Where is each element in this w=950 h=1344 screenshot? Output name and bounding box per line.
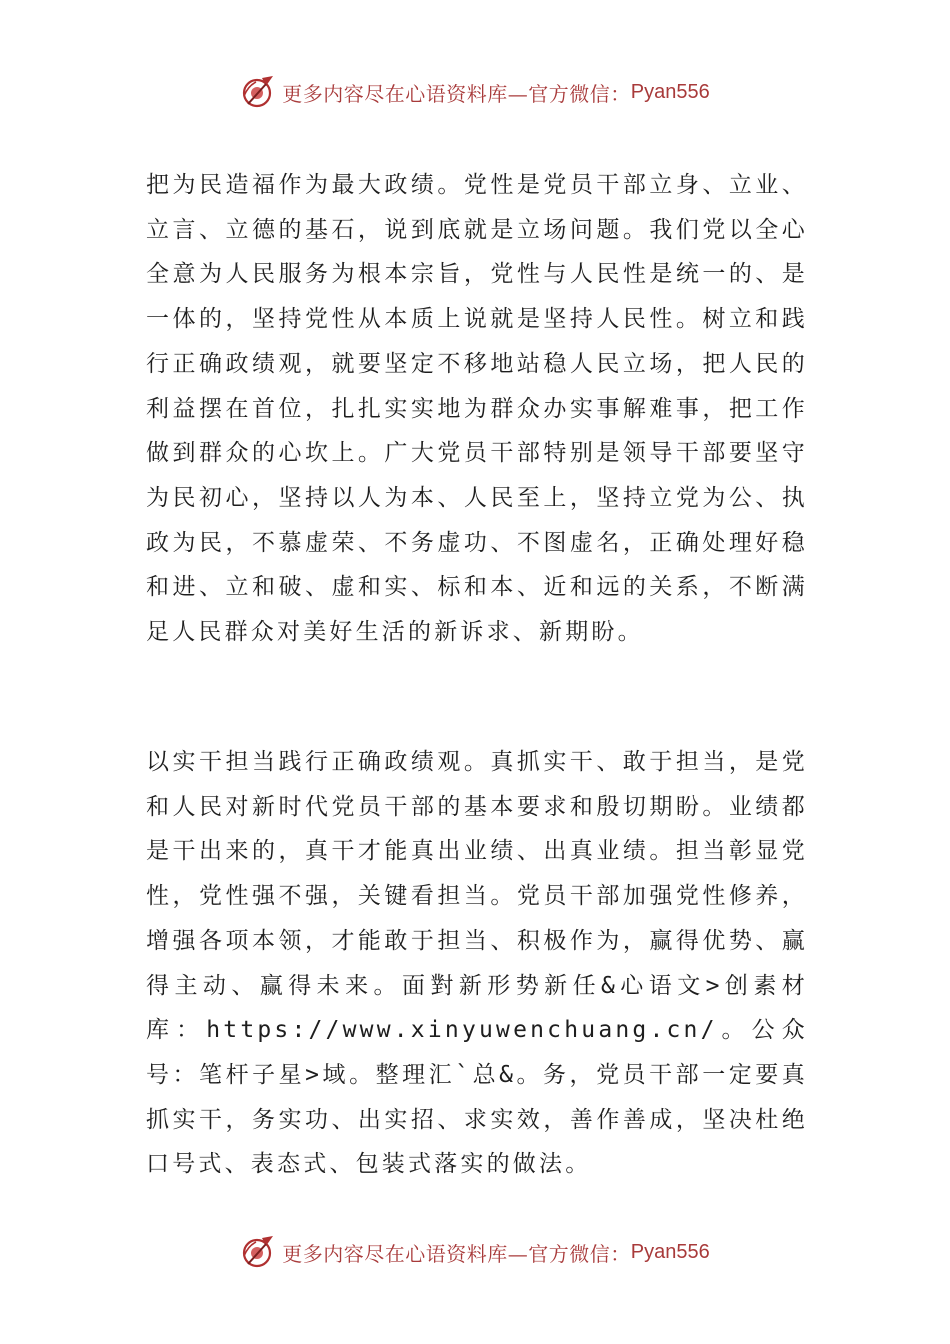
paragraph: 把为民造福作为最大政绩。党性是党员干部立身、立业、立言、立德的基石，说到底就是立场问题。我们党以全心全意为人民服务为根本宗旨，党性与人民性是统一的、是一体的，坚持党性从本质上说就是坚持人民性。树立和践行正确政绩观，就要坚定不移地站稳人民立场，把人民的利益摆在首位，扎扎实实地为群众办实事解难事，把工作做到群众的心坎上。广大党员干部特别是领导干部要坚守为民初心，坚持以人为本、人民至上，坚持立党为公、执政为民，不慕虚荣、不务虚功、不图虚名，正确处理好稳和进、立和破、虚和实、标和本、近和远的关系，不断满足人民群众对美好生活的新诉求、新期盼。 — [146, 172, 808, 646]
document-body-section-1 — [146, 163, 808, 655]
brand-text: 更多内容尽在心语资料库—官方微信： — [282, 81, 631, 106]
paragraph: 以实干担当践行正确政绩观。真抓实干、敢于担当，是党和人民对新时代党员干部的基本要求和殷切期盼。业绩都是干出来的，真干才能真出业绩、出真业绩。担当彰显党性，党性强不强，关键看担当。党员干部加强党性修养，增强各项本领，才能敢于担当、积极作为，赢得优势、赢得主动、赢得未来。面對新形势新任&心语文>创素材库：https://www.xinyuwenchuang.cn/。公众号：笔杆子星>域。整理汇`总&。务，党员干部一定要真抓实干，务实功、出实招、求实效，善作善成，坚决杜绝口号式、表态式、包装式落实的做法。 — [146, 749, 808, 1178]
document-body-section-2 — [146, 740, 808, 1187]
quill-logo-icon — [240, 74, 276, 110]
footer-banner — [0, 1232, 950, 1272]
account-id: Pyan556 — [630, 1240, 710, 1263]
quill-logo-icon — [240, 1234, 276, 1270]
header-banner — [0, 72, 950, 112]
account-id: Pyan556 — [630, 80, 710, 103]
brand-text: 更多内容尽在心语资料库—官方微信： — [282, 1241, 631, 1266]
